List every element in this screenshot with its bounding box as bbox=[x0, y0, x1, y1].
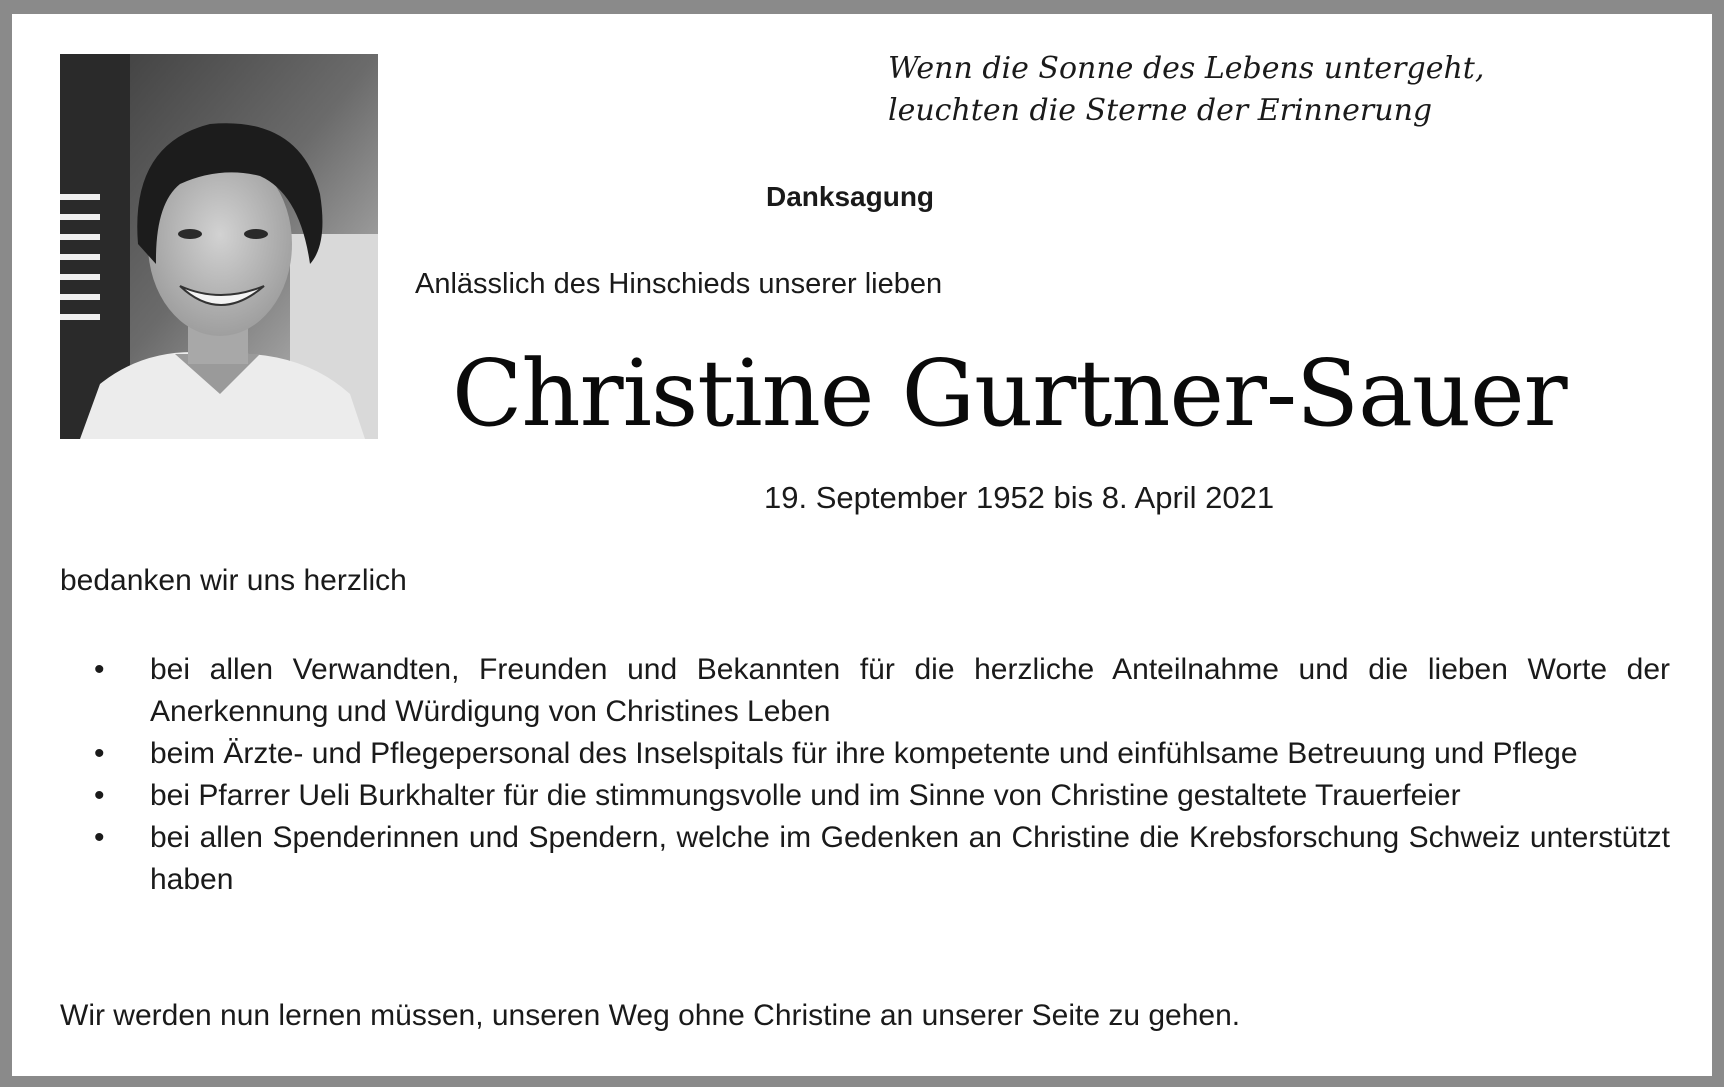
thanks-list bbox=[60, 649, 1670, 901]
bullet-icon: • bbox=[94, 821, 105, 854]
list-item bbox=[60, 649, 1670, 733]
list-item-text: bei allen Verwandten, Freunden und Bekannten für die herzliche Anteilnahme und die lieben Worte der Anerkennung und Würdigung von Christines Leben bbox=[150, 653, 1670, 728]
list-item-text: beim Ärzte- und Pflegepersonal des Inselspitals für ihre kompetente und einfühlsame Betreuung und Pflege bbox=[150, 737, 1578, 770]
notice-heading: Danksagung bbox=[766, 181, 935, 212]
memorial-quote-line-1: Wenn die Sonne des Lebens untergeht, bbox=[888, 51, 1485, 86]
bullet-icon: • bbox=[94, 737, 105, 770]
memorial-quote-line-2: leuchten die Sterne der Erinnerung bbox=[888, 93, 1433, 128]
portrait-photo bbox=[60, 54, 378, 439]
life-dates: 19. September 1952 bis 8. April 2021 bbox=[764, 480, 1275, 515]
intro-text: Anlässlich des Hinschieds unserer lieben bbox=[415, 268, 943, 300]
list-item bbox=[60, 775, 1670, 817]
bullet-icon: • bbox=[94, 779, 105, 812]
list-item-text: bei allen Spenderinnen und Spendern, welche im Gedenken an Christine die Krebsforschung Schweiz unterstützt haben bbox=[150, 821, 1670, 896]
list-item bbox=[60, 817, 1670, 901]
memorial-quote bbox=[888, 48, 1484, 132]
bullet-icon: • bbox=[94, 653, 105, 686]
deceased-name: Christine Gurtner-Sauer bbox=[452, 340, 1567, 447]
list-item bbox=[60, 733, 1670, 775]
closing-line: Wir werden nun lernen müssen, unseren Weg ohne Christine an unserer Seite zu gehen. bbox=[60, 999, 1241, 1032]
obituary-card bbox=[12, 14, 1712, 1076]
list-item-text: bei Pfarrer Ueli Burkhalter für die stimmungsvolle und im Sinne von Christine gestaltete Trauerfeier bbox=[150, 779, 1461, 812]
thanks-lead: bedanken wir uns herzlich bbox=[60, 564, 407, 597]
